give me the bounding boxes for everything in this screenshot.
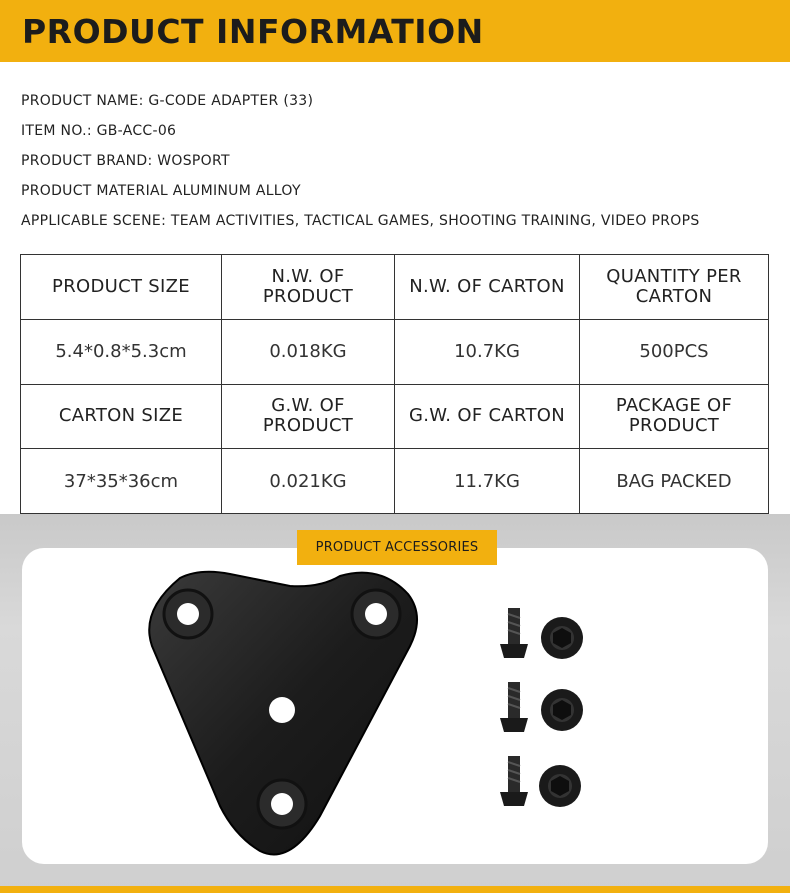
- table-value-cell: 0.021KG: [222, 449, 395, 514]
- table-row: [21, 449, 769, 514]
- table-value-cell: 5.4*0.8*5.3cm: [21, 319, 222, 384]
- table-value-cell: BAG PACKED: [580, 449, 769, 514]
- screws-and-nuts-image: [490, 600, 600, 815]
- table-header-cell: CARTON SIZE: [21, 384, 222, 449]
- page-title: PRODUCT INFORMATION: [22, 12, 484, 51]
- table-header-cell: QUANTITY PER CARTON: [580, 255, 769, 320]
- screw-icon: [500, 682, 528, 732]
- accessories-label: PRODUCT ACCESSORIES: [297, 530, 497, 565]
- applicable-scene-line: APPLICABLE SCENE: TEAM ACTIVITIES, TACTICAL GAMES, SHOOTING TRAINING, VIDEO PROPS: [21, 213, 700, 229]
- table-header-cell: N.W. OF CARTON: [395, 255, 580, 320]
- table-value-cell: 37*35*36cm: [21, 449, 222, 514]
- table-row: [21, 384, 769, 449]
- nut-icon: [541, 617, 583, 659]
- table-row: [21, 319, 769, 384]
- nut-icon: [539, 765, 581, 807]
- bottom-accent-bar: [0, 886, 790, 893]
- screw-icon: [500, 608, 528, 658]
- table-header-cell: PACKAGE OF PRODUCT: [580, 384, 769, 449]
- table-value-cell: 10.7KG: [395, 319, 580, 384]
- table-header-cell: G.W. OF PRODUCT: [222, 384, 395, 449]
- table-header-cell: PRODUCT SIZE: [21, 255, 222, 320]
- table-value-cell: 500PCS: [580, 319, 769, 384]
- adapter-plate-image: [140, 566, 422, 860]
- spec-table: [20, 254, 769, 514]
- table-header-cell: G.W. OF CARTON: [395, 384, 580, 449]
- product-material-line: PRODUCT MATERIAL ALUMINUM ALLOY: [21, 183, 301, 199]
- item-number-line: ITEM NO.: GB-ACC-06: [21, 123, 177, 139]
- product-name-line: PRODUCT NAME: G-CODE ADAPTER (33): [21, 93, 314, 109]
- table-value-cell: 0.018KG: [222, 319, 395, 384]
- screw-icon: [500, 756, 528, 806]
- product-info-list: [21, 86, 781, 236]
- product-brand-line: PRODUCT BRAND: WOSPORT: [21, 153, 230, 169]
- table-row: [21, 255, 769, 320]
- header-banner: [0, 0, 790, 62]
- table-value-cell: 11.7KG: [395, 449, 580, 514]
- table-header-cell: N.W. OF PRODUCT: [222, 255, 395, 320]
- nut-icon: [541, 689, 583, 731]
